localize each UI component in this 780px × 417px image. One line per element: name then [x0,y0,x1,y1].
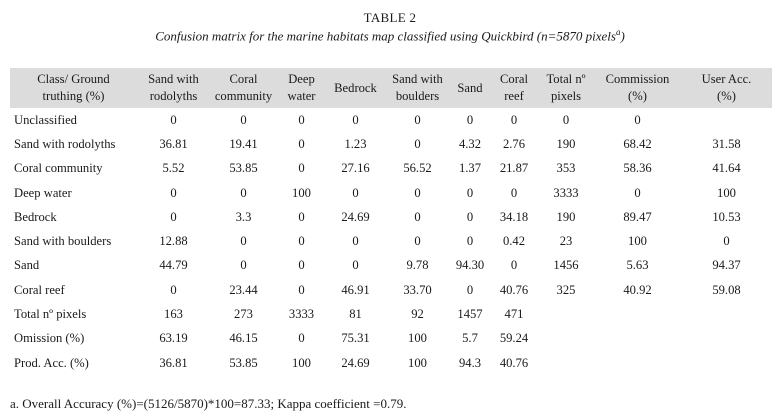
row-label: Bedrock [14,209,57,224]
table-cell: 0 [466,234,474,249]
table-cell: 0 [298,282,305,297]
table-cell: 46.15 [229,331,258,346]
table-cell: 0 [414,234,421,249]
table-cell: 190 [556,209,576,224]
row-label: Unclassified [14,112,77,127]
column-header-line: Commission [605,72,670,86]
table-cell: 3333 [553,185,579,200]
column-header [210,68,277,108]
confusion-matrix-table [10,68,772,375]
table-cell: 5.52 [162,161,185,176]
table-cell: 0 [562,112,570,127]
table-cell: 0 [466,209,474,224]
table-cell: 75.31 [341,331,370,346]
table-cell: 100 [408,331,427,346]
table-cell: 0 [510,185,518,200]
caption-footnote-marker: a [615,27,621,37]
table-cell: 273 [234,307,253,322]
table-cell: 24.69 [341,209,370,224]
table-cell: 325 [556,282,576,297]
table-cell [538,351,594,375]
table-cell: 94.3 [458,355,482,370]
table-cell: 0 [298,161,305,176]
column-header-line: (%) [628,89,647,103]
table-row [10,229,772,253]
table-cell: 0 [634,112,641,127]
caption-text: Confusion matrix for the marine habitats map classified using Quickbird (n=5870 pixels [155,28,616,44]
table-cell: 0 [634,185,641,200]
column-header-line: Sand [457,80,483,95]
table-cell: 59.24 [499,331,529,346]
table-cell: 1.37 [458,161,482,176]
table-cell [538,302,594,326]
column-header [326,68,385,108]
table-cell: 21.87 [499,161,529,176]
row-label: Coral community [14,161,103,176]
table-cell: 0 [298,258,305,273]
row-label: Deep water [14,185,72,200]
table-cell: 19.41 [229,136,258,151]
table-cell: 53.85 [229,161,258,176]
column-header-line: Coral [500,72,528,86]
column-header [450,68,490,108]
table-cell: 5.63 [626,258,649,273]
table-row [10,157,772,181]
table-cell: 0 [170,185,177,200]
table-footnote: a. Overall Accuracy (%)=(5126/5870)*100=87.33; Kappa coefficient =0.79. [10,396,407,411]
column-header-line: Class/ Ground [37,72,110,86]
table-cell: 0 [466,185,474,200]
table-cell: 0 [414,209,421,224]
table-cell: 23.44 [229,282,258,297]
column-header-line: pixels [550,89,582,103]
header-row [10,68,772,108]
table-cell: 41.64 [712,161,741,176]
table-cell: 100 [408,355,427,370]
table-cell: 1456 [553,258,579,273]
column-header-line: Total nº [546,72,586,86]
table-caption [0,27,780,44]
column-header-line: community [214,89,273,103]
column-header-line: User Acc. [701,72,752,86]
table-body [10,108,772,375]
table-cell: 0 [352,185,359,200]
table-cell: 33.70 [403,282,432,297]
table-cell: 0 [352,258,359,273]
table-cell: 0 [298,209,305,224]
table-cell: 0 [240,258,247,273]
column-header [10,68,137,108]
table-cell: 53.85 [229,355,258,370]
table-cell: 0 [298,112,305,127]
table-cell [594,351,681,375]
table-cell: 1457 [457,307,483,322]
table-cell: 0 [414,112,421,127]
table-cell: 0 [298,331,305,346]
table-cell [681,327,772,351]
table-cell: 24.69 [341,355,370,370]
table-cell: 92 [411,307,424,322]
table-cell: 0 [170,282,177,297]
row-label: Coral reef [14,282,65,297]
table-cell: 40.76 [499,282,529,297]
table-cell: 36.81 [159,355,188,370]
table-cell: 9.78 [406,258,429,273]
column-header [538,68,594,108]
column-header-line: rodolyths [149,89,198,103]
table-cell: 4.32 [458,136,482,151]
table-cell [538,327,594,351]
table-cell: 0 [298,136,305,151]
column-header-line: reef [504,89,524,103]
table-cell: 0 [466,112,474,127]
column-header-line: Coral [229,72,258,86]
table-cell: 0 [510,258,518,273]
column-header [277,68,326,108]
table-cell: 44.79 [159,258,188,273]
table-cell: 40.76 [499,355,529,370]
table-cell: 40.92 [623,282,652,297]
table-cell: 59.08 [712,282,741,297]
table-cell [594,327,681,351]
table-cell: 1.23 [344,136,367,151]
table-cell: 0 [414,185,421,200]
column-header-line: Sand with [148,72,199,86]
table-cell: 31.58 [712,136,741,151]
table-cell: 68.42 [623,136,652,151]
table-cell [681,351,772,375]
column-header-line: Deep [288,72,315,86]
table-cell: 0 [510,112,518,127]
table-cell: 0 [723,234,730,249]
table-cell: 58.36 [623,161,652,176]
table-cell: 94.37 [712,258,741,273]
table-cell: 23 [559,234,573,249]
row-label: Omission (%) [14,331,85,346]
column-header-line: truthing (%) [42,89,105,103]
column-header-line: boulders [395,89,440,103]
table-cell: 5.7 [462,331,478,346]
row-label: Prod. Acc. (%) [14,355,89,370]
column-header-line: Sand with [392,72,443,86]
table-cell: 0 [352,234,359,249]
column-header [490,68,538,108]
table-row [10,327,772,351]
table-cell: 100 [628,234,647,249]
table-cell: 27.16 [341,161,370,176]
table-cell [681,108,772,132]
table-row [10,205,772,229]
table-title: TABLE 2 [363,10,417,25]
table-cell: 471 [504,307,524,322]
table-cell: 36.81 [159,136,188,151]
column-header-line: Bedrock [334,80,377,95]
table-row [10,181,772,205]
row-label: Sand with boulders [14,234,112,249]
table-cell: 0 [240,112,247,127]
table-row [10,254,772,278]
table-cell: 0 [170,112,177,127]
table-cell: 12.88 [159,234,188,249]
table-row [10,108,772,132]
table-row [10,351,772,375]
table-cell: 0 [414,136,421,151]
row-label: Sand with rodolyths [14,136,116,151]
table-cell: 56.52 [403,161,432,176]
table-cell: 0 [170,209,177,224]
column-header [385,68,450,108]
table-row [10,278,772,302]
table-cell: 190 [556,136,576,151]
table-cell: 163 [164,307,183,322]
table-cell: 3.3 [235,209,252,224]
caption-close: ) [620,28,625,44]
table-row [10,132,772,156]
table-cell [594,302,681,326]
table-cell: 0 [240,234,247,249]
row-label: Total nº pixels [14,307,87,322]
table-cell: 100 [292,185,311,200]
table-cell: 0 [466,282,474,297]
table-cell [681,302,772,326]
table-row [10,302,772,326]
column-header [594,68,681,108]
table-cell: 0 [240,185,247,200]
table-cell: 34.18 [499,209,529,224]
table-cell: 0 [352,112,359,127]
table-cell: 3333 [288,307,315,322]
table-cell: 81 [349,307,362,322]
table-cell: 100 [717,185,736,200]
table-cell: 10.53 [712,209,741,224]
table-cell: 100 [292,355,311,370]
table-cell: 2.76 [502,136,526,151]
column-header [137,68,210,108]
table-header [10,68,772,108]
column-header [681,68,772,108]
row-label: Sand [14,258,40,273]
table-cell: 0 [298,234,305,249]
column-header-line: (%) [717,89,736,103]
table-cell: 94.30 [455,258,485,273]
table-cell: 63.19 [159,331,188,346]
column-header-line: water [287,89,316,103]
table-cell: 353 [556,161,576,176]
table-cell: 0.42 [502,234,526,249]
table-cell: 89.47 [623,209,652,224]
table-cell: 46.91 [341,282,370,297]
